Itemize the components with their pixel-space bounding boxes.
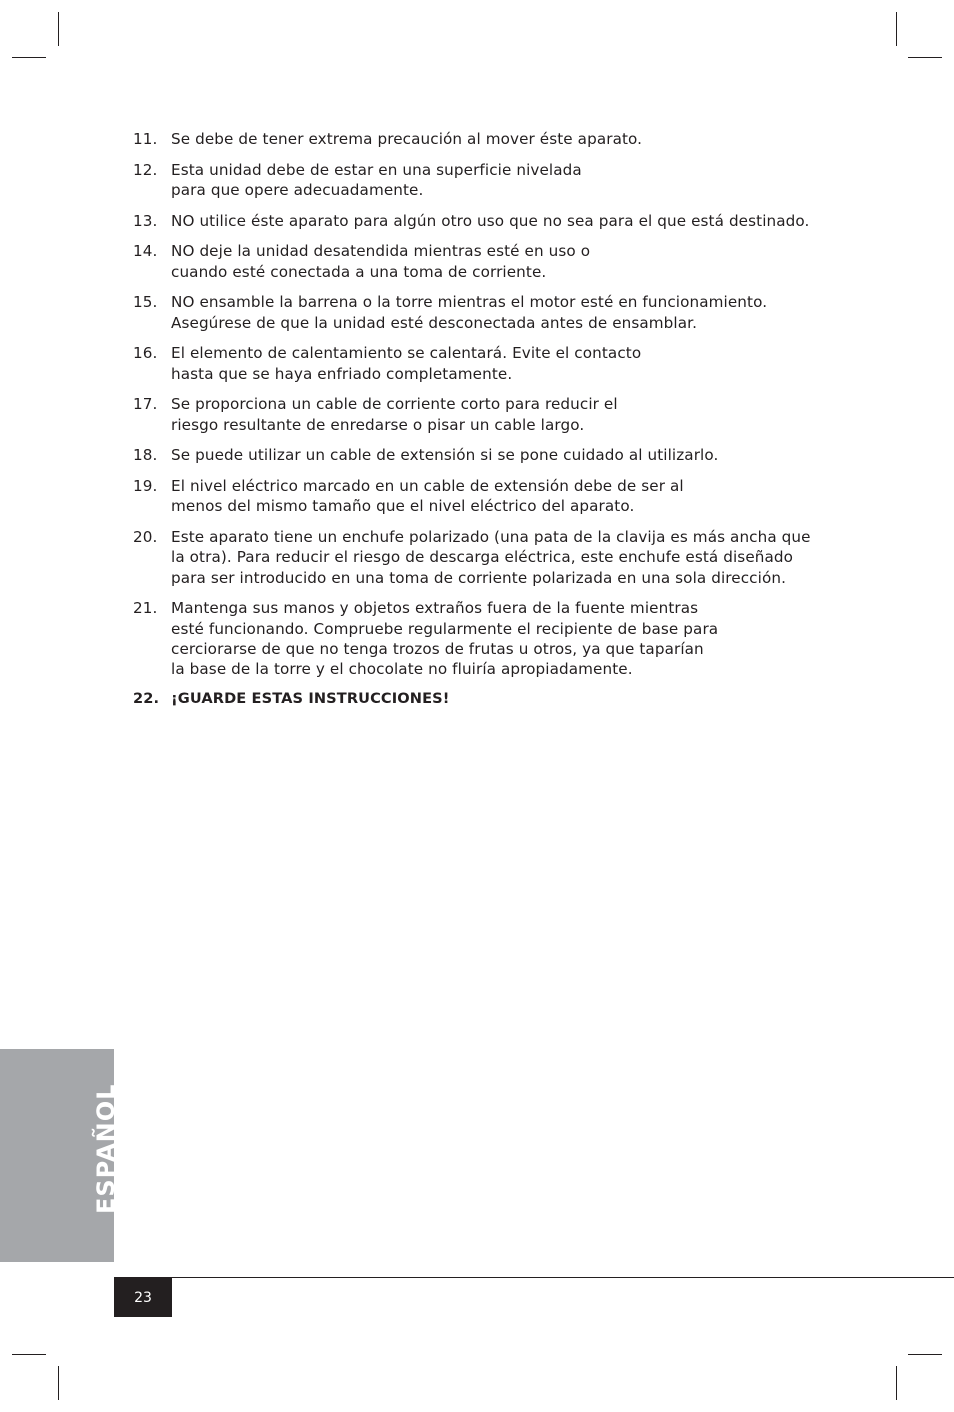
list-item [133,343,833,384]
item-text: NO utilice éste aparato para algún otro uso que no sea para el que está destinado. [171,211,810,230]
item-number: 17. [133,395,158,414]
list-item [133,160,833,201]
list-item [133,241,833,282]
item-text: El elemento de calentamiento se calentará. Evite el contacto hasta que se haya enfriado completamente. [171,344,642,383]
item-number: 13. [133,211,158,230]
item-number: 20. [133,527,158,546]
item-number: 19. [133,476,158,495]
item-number: 15. [133,293,158,312]
footer-rule [114,1277,954,1278]
list-item [133,527,833,588]
item-text: Mantenga sus manos y objetos extraños fuera de la fuente mientras esté funcionando. Compruebe regularmente el recipiente de base para cerciorarse de que no tenga trozos de frutas u otros, ya que taparían la base de la torre y el chocolate no fluiría apropiadamente. [171,599,719,679]
crop-mark [12,57,46,58]
item-text: El nivel eléctrico marcado en un cable de extensión debe de ser al menos del mismo tamaño que el nivel eléctrico del aparato. [171,476,684,516]
item-text: Se proporciona un cable de corriente corto para reducir el riesgo resultante de enredarse o pisar un cable largo. [171,395,618,434]
crop-mark [908,57,942,58]
item-number: 11. [133,130,158,148]
item-number: 14. [133,242,158,261]
item-number: 16. [133,344,158,363]
safety-instructions-list [133,129,833,720]
item-number: 12. [133,160,158,179]
item-text: Esta unidad debe de estar en una superficie nivelada para que opere adecuadamente. [171,160,582,199]
crop-mark [896,1366,897,1400]
list-item [133,129,833,149]
item-text: NO ensamble la barrena o la torre mientras el motor esté en funcionamiento. Asegúrese de que la unidad esté desconectada antes de ensamblar. [171,293,768,332]
item-number: 22. [133,689,160,707]
list-item [133,445,833,465]
list-item [133,476,833,517]
crop-mark [896,12,897,46]
item-text: ¡GUARDE ESTAS INSTRUCCIONES! [171,689,450,707]
crop-mark [908,1354,942,1355]
page-number: 23 [114,1277,172,1317]
language-label: ESPAÑOL [92,1083,120,1214]
crop-mark [12,1354,46,1355]
item-text: Se puede utilizar un cable de extensión si se pone cuidado al utilizarlo. [171,446,719,465]
list-item [133,394,833,435]
list-item [133,292,833,333]
item-number: 18. [133,446,158,465]
item-text: NO deje la unidad desatendida mientras esté en uso o cuando esté conectada a una toma de corriente. [171,242,591,281]
list-item [133,598,833,679]
item-number: 21. [133,599,158,618]
list-item-save-instructions [133,689,833,709]
crop-mark [58,12,59,46]
crop-mark [58,1366,59,1400]
item-text: Se debe de tener extrema precaución al mover éste aparato. [171,130,643,148]
list-item [133,211,833,231]
item-text: Este aparato tiene un enchufe polarizado (una pata de la clavija es más ancha que la otra). Para reducir el riesgo de descarga eléctrica, este enchufe está diseñado para ser introducido en una toma de corriente polarizada en una sola dirección. [171,527,811,587]
